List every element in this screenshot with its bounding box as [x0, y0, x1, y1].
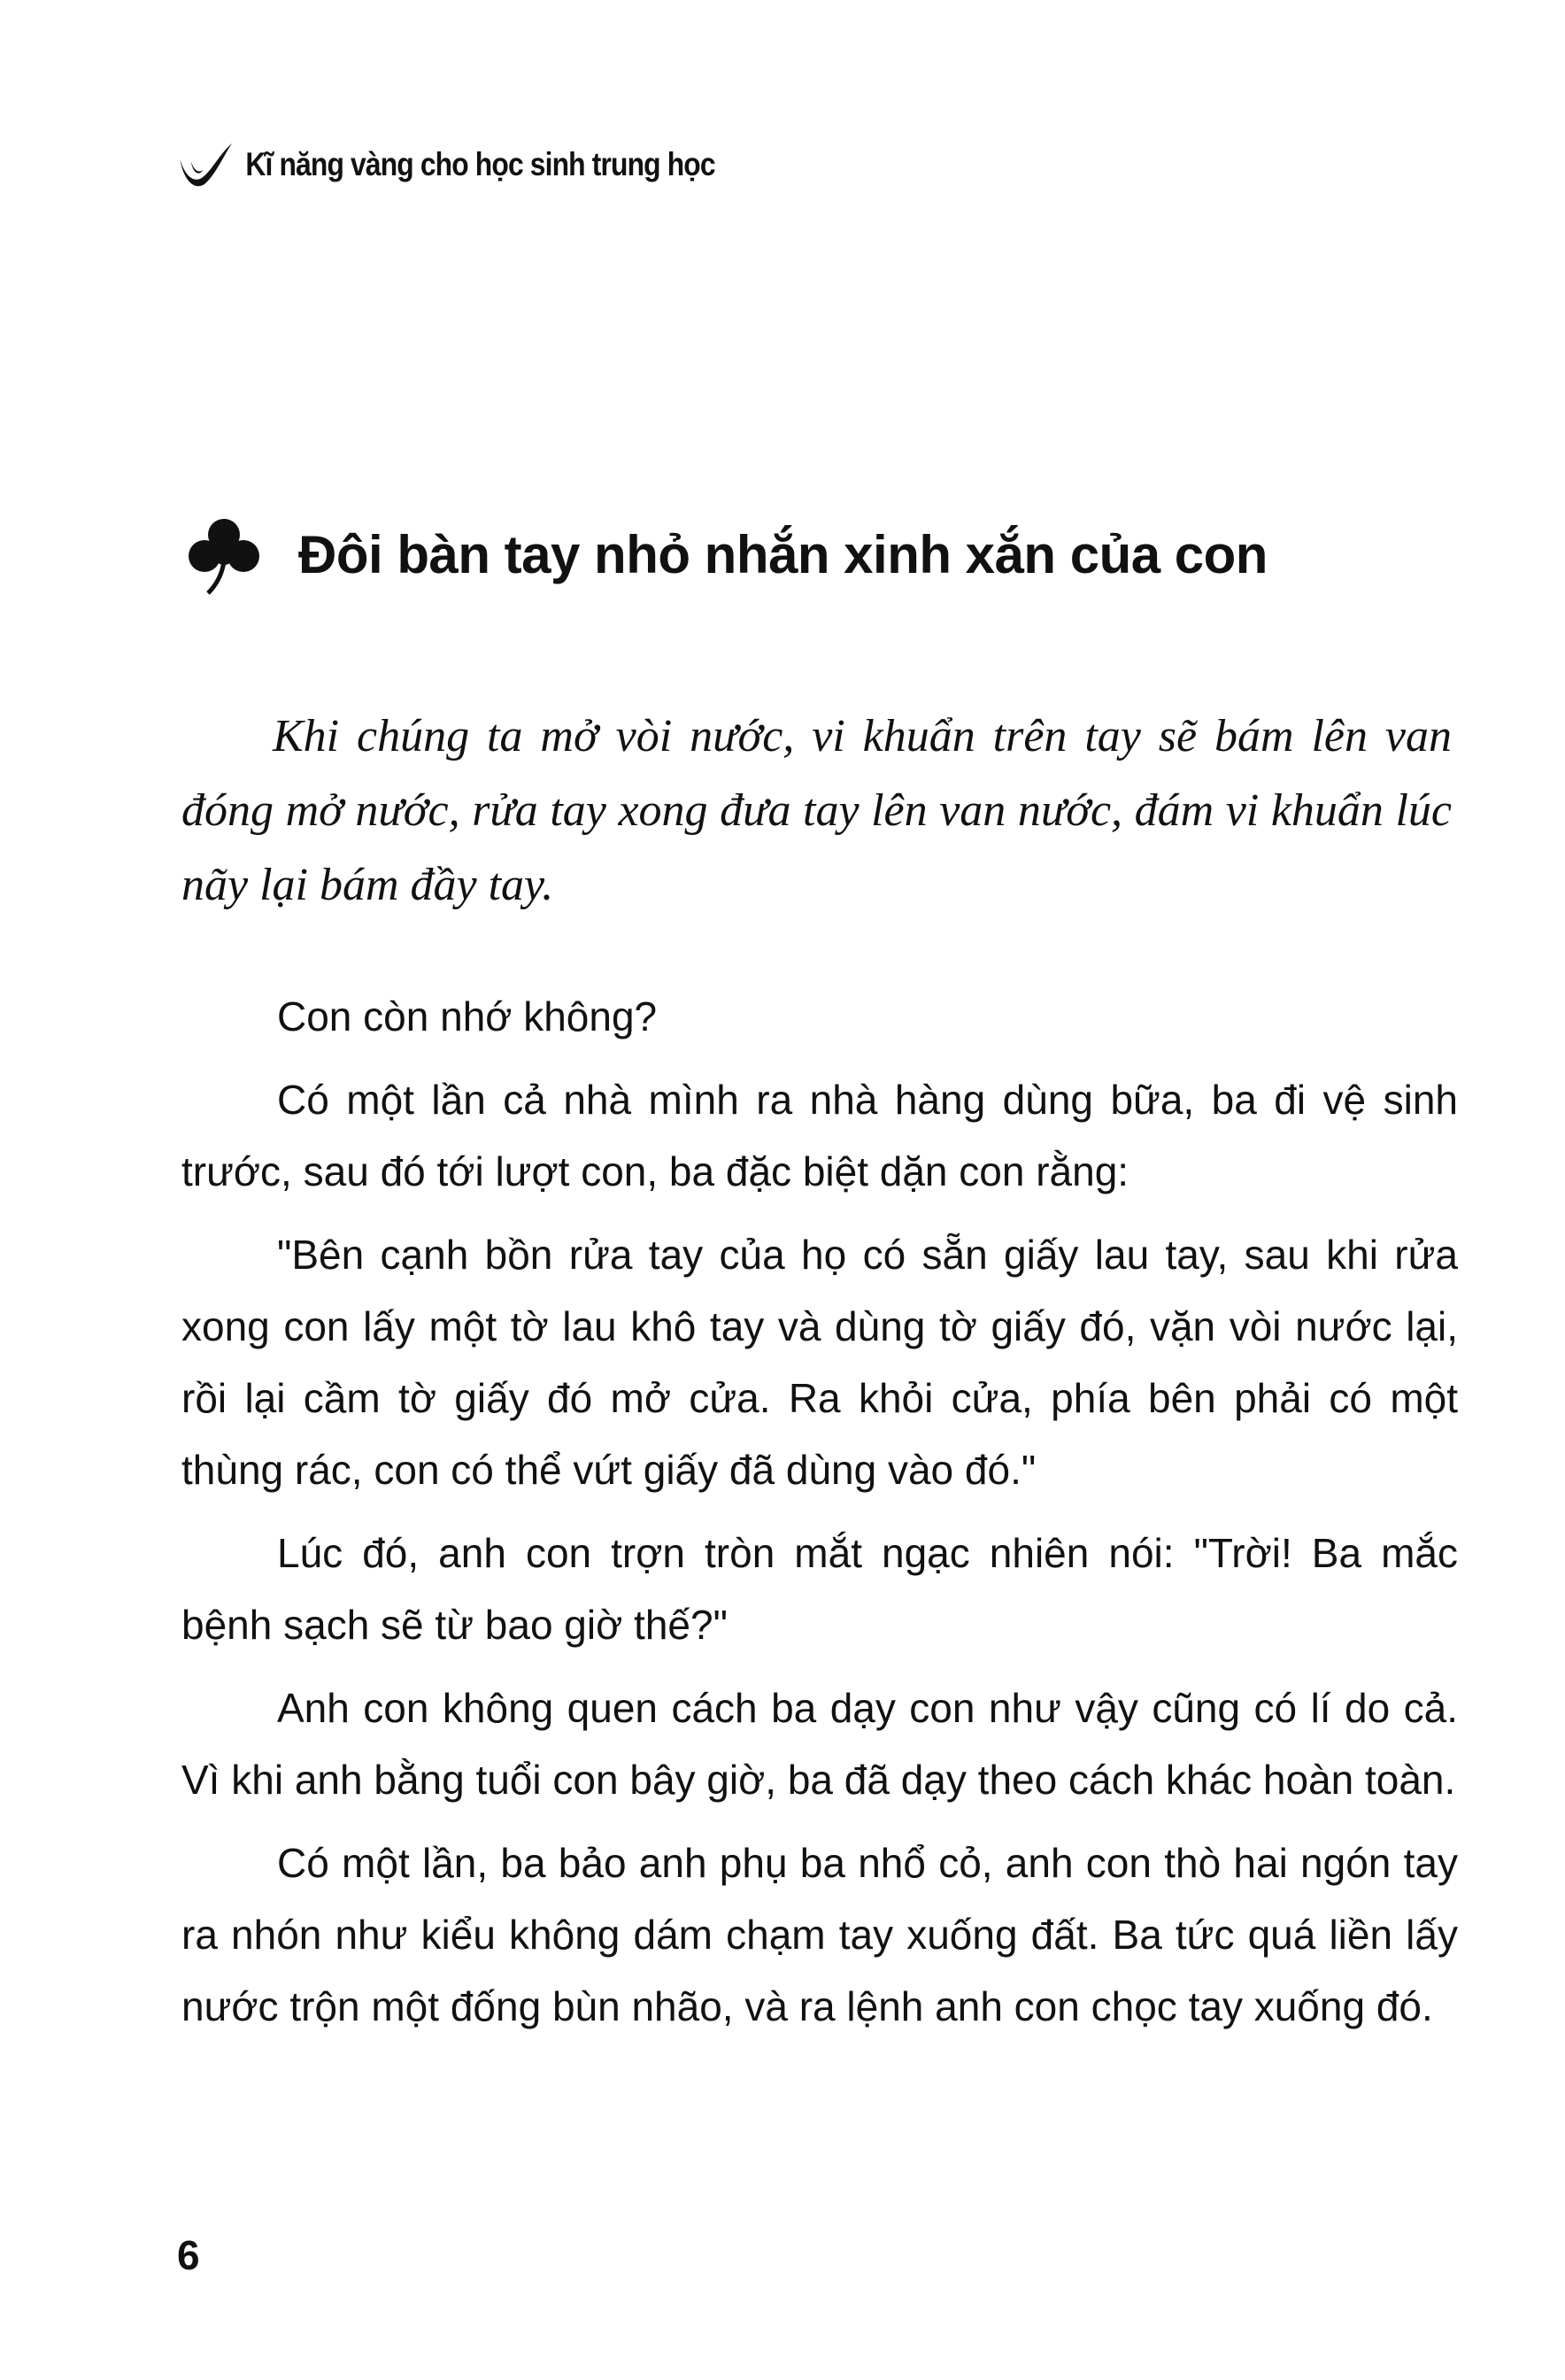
- body-paragraph: Có một lần, ba bảo anh phụ ba nhổ cỏ, anh con thò hai ngón tay ra nhón như kiểu không dám chạm tay xuống đất. Ba tức quá liền lấy nước trộn một đống bùn nhão, và ra lệnh anh con chọc tay xuống đó.: [181, 1840, 1458, 2029]
- section-heading: [181, 512, 1268, 597]
- section-title: Đôi bàn tay nhỏ nhắn xinh xắn của con: [298, 524, 1268, 584]
- intro-paragraph: Khi chúng ta mở vòi nước, vi khuẩn trên tay sẽ bám lên van đóng mở nước, rửa tay xong đưa tay lên van nước, đám vi khuẩn lúc nãy lại bám đầy tay.: [181, 711, 1452, 910]
- body-paragraph: Lúc đó, anh con trợn tròn mắt ngạc nhiên nói: "Trời! Ba mắc bệnh sạch sẽ từ bao giờ thế?": [181, 1530, 1458, 1648]
- body-paragraph: Có một lần cả nhà mình ra nhà hàng dùng bữa, ba đi vệ sinh trước, sau đó tới lượt con, ba đặc biệt dặn con rằng:: [181, 1077, 1458, 1194]
- body-paragraph: Con còn nhớ không?: [277, 993, 658, 1039]
- clover-icon: [181, 512, 266, 597]
- checkmark-swoosh-icon: [177, 140, 235, 189]
- body-paragraph: "Bên cạnh bồn rửa tay của họ có sẵn giấy lau tay, sau khi rửa xong con lấy một tờ lau khô tay và dùng tờ giấy đó, vặn vòi nước lại, rồi lại cầm tờ giấy đó mở cửa. Ra khỏi cửa, phía bên phải có một thùng rác, con có thể vứt giấy đã dùng vào đó.": [181, 1232, 1458, 1493]
- running-header-text: Kĩ năng vàng cho học sinh trung học: [245, 146, 715, 182]
- page-number: 6: [177, 2232, 200, 2278]
- body-paragraph: Anh con không quen cách ba dạy con như vậy cũng có lí do cả. Vì khi anh bằng tuổi con bây giờ, ba đã dạy theo cách khác hoàn toàn.: [181, 1685, 1458, 1803]
- running-header: [177, 140, 715, 189]
- body-text: [181, 981, 1458, 2054]
